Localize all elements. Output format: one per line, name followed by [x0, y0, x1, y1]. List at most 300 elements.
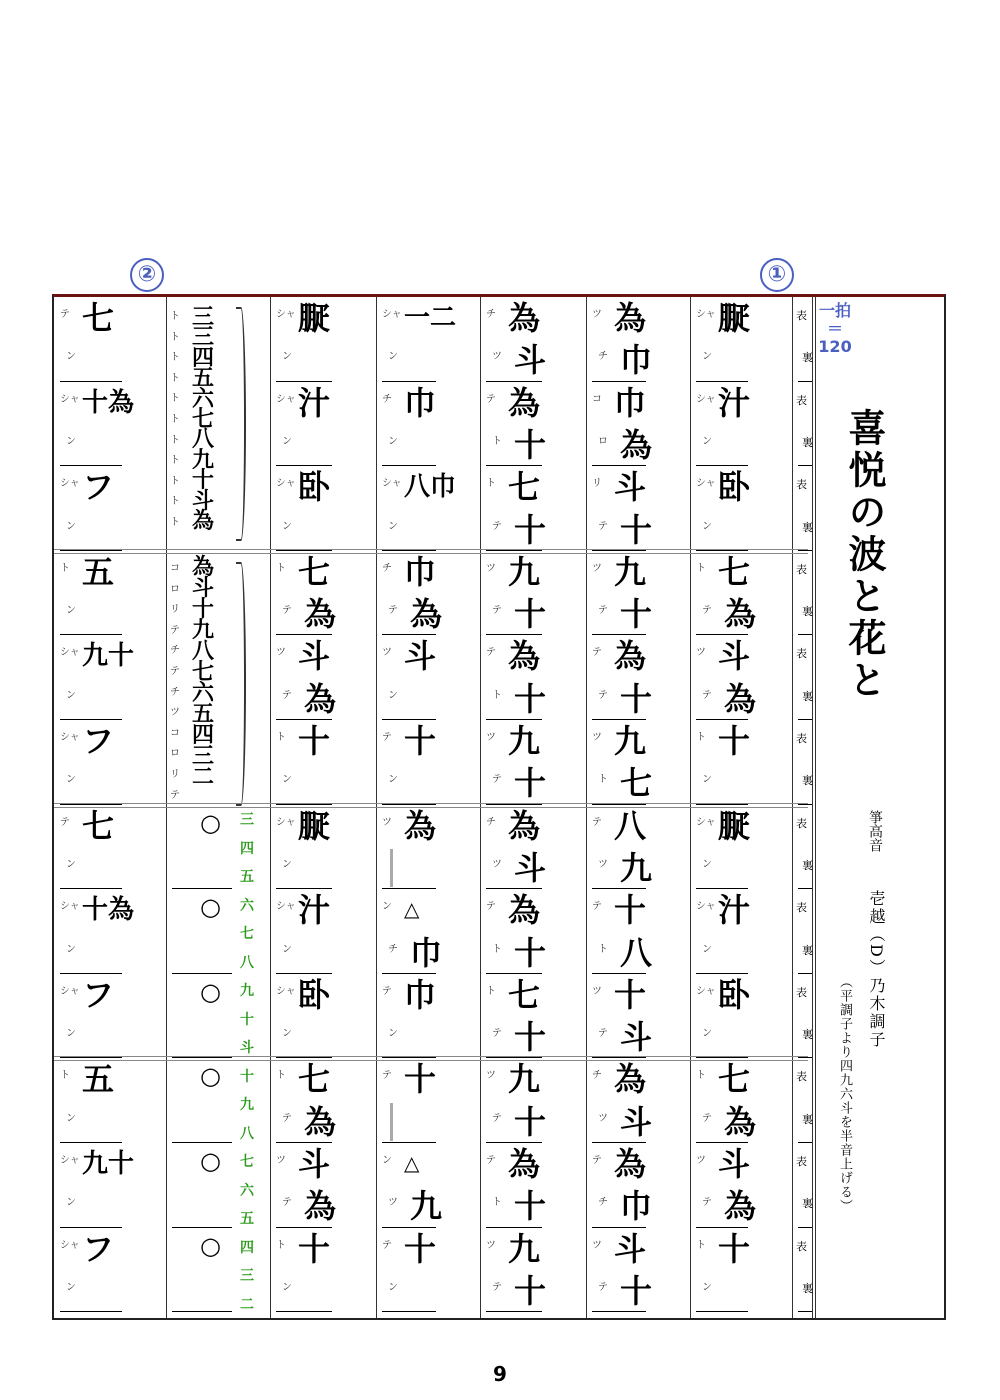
note-row [592, 339, 653, 381]
omote-ura-label: 裏 [802, 351, 813, 365]
note-symbol: 九 [508, 1229, 541, 1268]
note-row [690, 974, 792, 1016]
note-row [486, 678, 547, 720]
note-symbol: 十 [620, 510, 653, 549]
kana-label: ン [702, 774, 712, 786]
note-row [792, 720, 812, 762]
kana-label: ツ [592, 732, 602, 743]
kana-label: ト [598, 774, 608, 786]
note-row [696, 678, 757, 720]
note-symbol: 為 [614, 1060, 647, 1099]
note-row [480, 1228, 586, 1270]
kana-label: ン [66, 520, 76, 532]
note-row [376, 635, 480, 677]
note-symbol: 五 [82, 1060, 115, 1099]
note-row [270, 635, 376, 677]
note-row [690, 1228, 792, 1270]
note-row [480, 805, 586, 847]
tuning-note: （平調子より四九六斗を半音上げる） [837, 975, 852, 1213]
kana-label: ト [492, 435, 502, 447]
note-row [798, 593, 812, 635]
note-symbol: 七 [298, 1060, 331, 1099]
page-number: 9 [493, 1362, 507, 1386]
note-row [276, 509, 332, 551]
kana-label: ン [66, 1028, 76, 1040]
note-symbol: 七 [508, 975, 541, 1014]
note-row [60, 593, 122, 635]
note-row [480, 1143, 586, 1185]
note-row [696, 339, 748, 381]
note-row [798, 509, 812, 551]
note-symbol: 十 [614, 891, 647, 930]
note-row [586, 1143, 690, 1185]
measure-separator [54, 803, 808, 808]
note-row [60, 762, 122, 804]
kana-label: シャ [382, 309, 402, 320]
kana-label: ン [282, 774, 292, 786]
measure-separator [54, 1056, 808, 1061]
note-row [792, 635, 812, 677]
note-symbol: 五 [82, 552, 115, 591]
note-row [54, 466, 166, 508]
rest-circle: ○ [200, 1062, 221, 1091]
note-symbol: 為 [304, 595, 337, 634]
note-symbol: 為 [508, 891, 541, 930]
kana-label: テ [382, 732, 392, 743]
kana-stack-lower: コ ロ リ テ チ テ チ ツ コ ロ リ テ [170, 563, 180, 801]
note-row [690, 466, 792, 508]
note-row [586, 889, 690, 931]
note-row [586, 382, 690, 424]
note-row [690, 1058, 792, 1100]
note-row [592, 762, 653, 804]
omote-ura-label: 裏 [802, 943, 813, 957]
note-row [382, 1185, 443, 1227]
note-row [270, 889, 376, 931]
note-row [382, 762, 436, 804]
note-symbol: 七 [718, 1060, 751, 1099]
note-symbol: 卧 [298, 468, 331, 507]
note-row [696, 1016, 748, 1058]
kana-label: シャ [60, 901, 80, 913]
note-row [586, 551, 690, 593]
note-row [696, 762, 748, 804]
note-row [382, 932, 443, 974]
kana-label: テ [382, 1070, 392, 1082]
kana-label: ツ [592, 1239, 602, 1251]
kana-label: ツ [492, 858, 502, 870]
note-row [690, 1143, 792, 1185]
omote-ura-label: 裏 [802, 435, 813, 449]
kana-label: テ [598, 520, 608, 532]
kana-label: テ [486, 901, 496, 913]
note-symbol: 十 [404, 722, 437, 760]
kana-label: ト [598, 943, 608, 955]
note-symbol: 九十 [82, 1149, 135, 1179]
note-row [276, 762, 332, 804]
note-symbol: 十 [404, 1229, 437, 1268]
kana-label: ト [60, 562, 70, 574]
note-symbol: 汁 [718, 891, 751, 930]
kana-stack-upper: ト ト ト ト ト ト ト ト ト ト ト [170, 311, 180, 528]
kana-label: シャ [276, 393, 296, 405]
note-symbol: 為 [614, 299, 647, 337]
note-row [60, 339, 122, 381]
green-scale-note: 三 [240, 1268, 254, 1284]
omote-ura-label: 表 [796, 1239, 807, 1253]
note-symbol: 為 [620, 425, 653, 464]
note-row [486, 762, 547, 804]
kana-label: チ [486, 816, 496, 828]
kana-label: ト [492, 689, 502, 701]
kana-label: ツ [592, 985, 602, 997]
note-row [586, 297, 690, 339]
note-row [792, 1143, 812, 1185]
note-row [798, 424, 812, 466]
kana-label: シャ [60, 393, 80, 405]
kana-label: ン [282, 1028, 292, 1040]
rest-circle: ○ [200, 977, 221, 1006]
kana-label: シャ [696, 309, 716, 320]
note-symbol: 十 [620, 1271, 653, 1310]
note-symbol: 㽰 [298, 806, 331, 845]
kana-label: テ [492, 1028, 502, 1040]
note-row [592, 932, 653, 974]
kana-label: テ [702, 1112, 712, 1124]
note-row [382, 1270, 436, 1312]
note-row [270, 551, 376, 593]
kana-label: シャ [60, 647, 80, 659]
kana-label: シャ [60, 732, 80, 743]
note-symbol: 為 [304, 1187, 337, 1226]
kana-label: ト [696, 732, 706, 743]
omote-ura-label: 裏 [802, 1281, 813, 1295]
note-row [792, 466, 812, 508]
note-symbol: 十 [404, 1060, 437, 1099]
note-symbol: 斗 [620, 1018, 653, 1057]
note-row [54, 1143, 166, 1185]
note-row [798, 1270, 812, 1312]
kana-label: ツ [388, 1197, 398, 1209]
note-row [486, 1185, 547, 1227]
note-row [798, 1016, 812, 1058]
note-symbol: 八 [614, 806, 647, 845]
kana-label: ン [382, 1155, 392, 1166]
note-row [60, 1270, 122, 1312]
note-row [382, 424, 436, 466]
green-scale-note: 九 [240, 983, 254, 999]
note-row [376, 1228, 480, 1270]
kana-label: ト [486, 478, 496, 490]
kana-label: ツ [276, 647, 286, 659]
kana-label: シャ [60, 985, 80, 997]
kana-label: ン [66, 943, 76, 955]
green-scale-note: 八 [240, 954, 254, 971]
omote-ura-label: 表 [796, 1155, 807, 1168]
note-symbol: 斗 [514, 341, 547, 380]
note-row [486, 424, 547, 466]
omote-ura-label: 表 [796, 816, 807, 830]
note-symbol: 十 [620, 595, 653, 634]
note-symbol: 為 [508, 1145, 541, 1183]
note-row [276, 1185, 337, 1227]
note-row [690, 720, 792, 762]
note-symbol: 斗 [718, 637, 751, 676]
note-row [592, 1185, 653, 1227]
rest-line [172, 888, 232, 889]
note-symbol: 七 [298, 552, 331, 591]
kana-label: テ [492, 774, 502, 786]
note-row [696, 424, 748, 466]
rest-circle: ○ [200, 1147, 221, 1175]
kana-label: ン [702, 858, 712, 870]
score-grid [52, 294, 946, 1320]
kana-label: ン [388, 1028, 398, 1040]
kana-label: テ [382, 985, 392, 997]
note-row [696, 1185, 757, 1227]
note-symbol: 巾 [410, 933, 443, 972]
omote-ura-label: 表 [796, 901, 807, 915]
kana-label: ロ [598, 435, 608, 447]
green-scale-note: 八 [240, 1125, 254, 1142]
note-row [696, 932, 748, 974]
triangle-mark: △ [404, 897, 420, 922]
triangle-mark: △ [404, 1151, 420, 1175]
note-symbol: 十 [298, 722, 331, 760]
kana-label: テ [592, 901, 602, 913]
kana-label: ツ [486, 732, 496, 743]
note-symbol: 七 [718, 552, 751, 591]
note-row [792, 1058, 812, 1100]
kana-label: テ [282, 1112, 292, 1124]
note-row [690, 889, 792, 931]
kana-label: ト [696, 562, 706, 574]
kana-label: ツ [486, 1070, 496, 1082]
note-symbol: 十 [514, 595, 547, 634]
note-row [696, 1270, 748, 1312]
kana-label: テ [702, 689, 712, 701]
note-row [382, 847, 436, 889]
green-scale-note: 四 [240, 1239, 254, 1256]
note-row [480, 720, 586, 762]
note-row [798, 1185, 812, 1227]
kana-label: ン [282, 943, 292, 955]
note-symbol: 斗 [404, 637, 437, 676]
note-row [54, 720, 166, 762]
kana-label: ツ [696, 647, 706, 659]
kana-label: チ [388, 943, 398, 955]
note-symbol: 斗 [620, 1102, 653, 1141]
note-row [696, 847, 748, 889]
kana-label: テ [492, 1112, 502, 1124]
kana-label: テ [60, 816, 70, 828]
kana-label: ン [702, 520, 712, 532]
kana-label: チ [382, 562, 392, 574]
note-symbol: 斗 [614, 1229, 647, 1268]
note-symbol: 為 [508, 383, 541, 422]
kana-label: シャ [276, 985, 296, 997]
kana-label: シャ [696, 901, 716, 913]
kana-label: テ [592, 1155, 602, 1166]
kana-label: ン [702, 1028, 712, 1040]
kana-label: ト [486, 985, 496, 997]
note-row [60, 932, 122, 974]
kana-label: チ [486, 309, 496, 320]
rest-line [172, 1227, 232, 1228]
kana-label: ト [492, 1197, 502, 1209]
kana-label: シャ [696, 985, 716, 997]
kana-label: シャ [382, 478, 402, 490]
note-symbol: 巾 [404, 552, 437, 591]
note-row [54, 635, 166, 677]
green-scale-note: 九 [240, 1097, 254, 1113]
note-symbol: 七 [82, 299, 115, 337]
note-row [486, 509, 547, 551]
note-row [480, 974, 586, 1016]
kana-label: シャ [276, 816, 296, 828]
kana-label: リ [592, 478, 602, 490]
note-row [592, 1101, 653, 1143]
note-row [54, 974, 166, 1016]
kana-label: シャ [696, 816, 716, 828]
bracket-upper [236, 307, 246, 541]
note-symbol: 卧 [718, 468, 751, 507]
kana-label: テ [598, 689, 608, 701]
note-symbol: 九十 [82, 641, 135, 672]
note-row [586, 720, 690, 762]
note-row [486, 932, 547, 974]
note-row [60, 424, 122, 466]
note-symbol: 為 [724, 679, 757, 718]
note-symbol: 十 [298, 1229, 331, 1268]
note-row [798, 678, 812, 720]
note-symbol: フ [82, 722, 115, 760]
note-row [382, 339, 436, 381]
note-symbol: 十 [514, 1018, 547, 1057]
kana-label: シャ [60, 478, 80, 490]
note-symbol: 十 [718, 1229, 751, 1268]
kana-label: ン [702, 435, 712, 447]
kana-label: ン [282, 1281, 292, 1293]
note-row [486, 1016, 547, 1058]
note-row [480, 889, 586, 931]
kana-label: テ [592, 647, 602, 659]
note-symbol: 十 [514, 1187, 547, 1226]
omote-ura-label: 表 [796, 478, 807, 492]
note-row [376, 1058, 480, 1100]
kana-label: テ [598, 1028, 608, 1040]
kana-label: シャ [276, 478, 296, 490]
kana-label: シャ [696, 393, 716, 405]
kana-label: ト [696, 1239, 706, 1251]
kana-label: ン [388, 1281, 398, 1293]
note-row [486, 1101, 547, 1143]
omote-ura-label: 表 [796, 562, 807, 576]
note-row [792, 889, 812, 931]
note-row [592, 424, 653, 466]
rest-line [172, 973, 232, 974]
note-row [270, 1228, 376, 1270]
note-row [60, 847, 122, 889]
note-row [276, 932, 332, 974]
measure-separator [54, 549, 808, 554]
omote-ura-label: 表 [796, 985, 807, 999]
note-row [276, 1016, 332, 1058]
kana-label: ツ [492, 351, 502, 363]
note-row [376, 297, 480, 339]
omote-ura-label: 裏 [802, 605, 813, 619]
chord-stack-upper: 三 三 四 五 六 七 八 九 十 斗 為 [192, 304, 215, 535]
kana-label: ト [276, 732, 286, 743]
omote-ura-label: 裏 [802, 689, 813, 703]
kana-label: ン [66, 1112, 76, 1124]
note-symbol: 汁 [298, 383, 331, 422]
note-row [270, 297, 376, 339]
note-symbol: 八 [620, 933, 653, 972]
note-symbol: 斗 [514, 848, 547, 887]
kana-label: チ [598, 351, 608, 363]
note-row [376, 720, 480, 762]
kana-label: テ [598, 1281, 608, 1293]
omote-ura-label: 表 [796, 309, 807, 322]
note-symbol: 巾 [620, 1187, 653, 1226]
marker-1: ① [760, 258, 794, 292]
note-row [592, 1016, 653, 1058]
note-symbol: 九 [508, 722, 541, 760]
kana-label: ン [282, 351, 292, 363]
omote-ura-label: 表 [796, 393, 807, 407]
note-symbol: 巾 [404, 975, 437, 1014]
note-symbol: 㽰 [298, 299, 331, 337]
kana-label: テ [60, 309, 70, 320]
kana-label: ン [66, 858, 76, 870]
note-symbol: 為 [614, 1145, 647, 1183]
note-row [480, 551, 586, 593]
note-symbol: 十 [620, 679, 653, 718]
note-row [586, 974, 690, 1016]
note-row [54, 889, 166, 931]
kana-label: テ [282, 1197, 292, 1209]
note-row [60, 678, 122, 720]
note-symbol: 七 [620, 764, 653, 803]
note-symbol: フ [82, 468, 115, 507]
note-symbol: 為 [508, 637, 541, 676]
omote-ura-label: 表 [796, 732, 807, 745]
omote-ura-label: 裏 [802, 858, 813, 872]
kana-label: テ [492, 1281, 502, 1293]
kana-label: ン [282, 858, 292, 870]
kana-label: ツ [592, 562, 602, 574]
kana-label: ツ [592, 309, 602, 320]
kana-label: シャ [276, 309, 296, 320]
note-row [382, 1101, 436, 1143]
kana-label: ン [66, 435, 76, 447]
kana-label: テ [592, 816, 602, 828]
green-scale-note: 三 [240, 812, 254, 828]
note-symbol: 九 [410, 1187, 443, 1226]
note-symbol: 十為 [82, 387, 135, 418]
note-symbol: 為 [304, 1102, 337, 1141]
note-symbol: 九 [508, 1060, 541, 1099]
kana-label: ン [66, 605, 76, 617]
kana-label: ン [702, 943, 712, 955]
tempo-label: 一拍＝120 [818, 301, 852, 356]
kana-label: ン [66, 351, 76, 363]
green-scale-note: 四 [240, 840, 254, 857]
note-row [592, 509, 653, 551]
kana-label: テ [486, 1155, 496, 1166]
note-symbol: 㽰 [718, 299, 751, 337]
